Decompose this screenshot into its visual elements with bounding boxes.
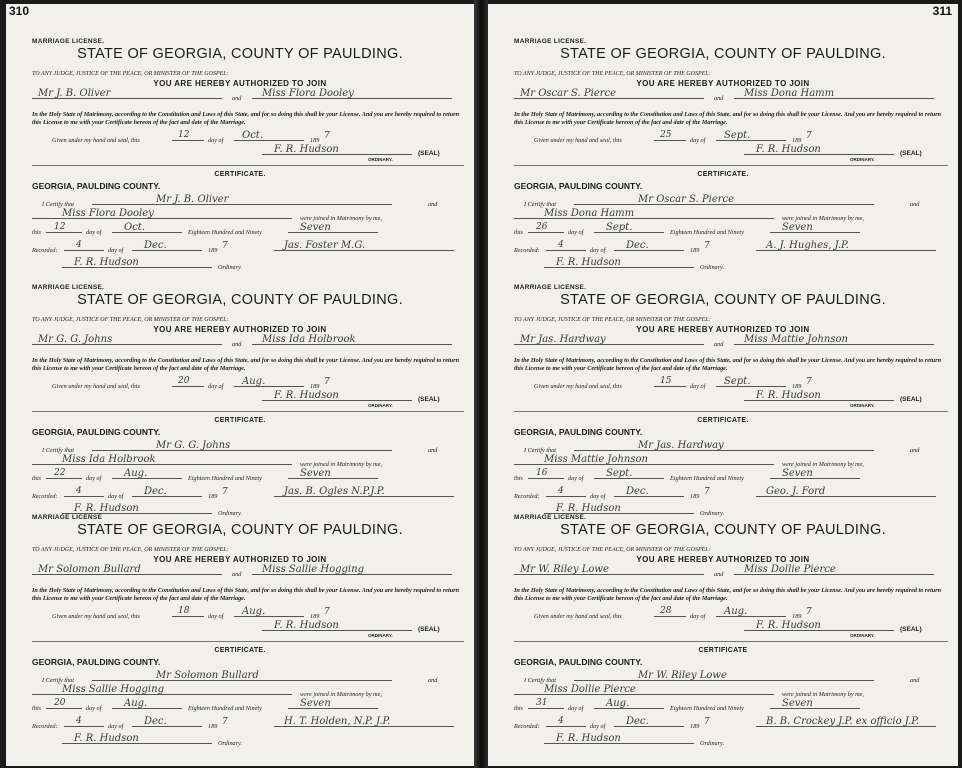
and-label: and [232,571,242,578]
license-body-text: In the Holy State of Matrimony, according to the Constitution and Laws of this State, and for so doing this shall be your License. And you are hereby required to return this License to me with your Certificate hereon of the fact and date of the Marriage. [514,111,942,127]
cert-year: Seven [300,468,331,479]
marriage-license-entry [488,284,958,534]
license-state-title: STATE OF GEORGIA, COUNTY OF PAULDING. [77,292,403,308]
license-authorization: YOU ARE HEREBY AUTHORIZED TO JOIN [636,325,810,334]
given-day: 12 [178,130,190,140]
cert-month: Sept. [606,222,633,233]
ordinary-signature: F. R. Hudson [274,144,339,155]
clerk-signature: F. R. Hudson [74,503,139,514]
cert-groom-name: Mr G. G. Johns [156,440,231,451]
certificate-county: GEORGIA, PAULDING COUNTY. [514,657,643,667]
certificate-county: GEORGIA, PAULDING COUNTY. [514,181,643,191]
recorded-label: Recorded: [514,723,540,730]
this-label: this [514,705,523,712]
license-state-title: STATE OF GEORGIA, COUNTY OF PAULDING. [560,292,886,308]
cert-and-label: and [910,677,920,684]
rec-day-line [546,486,586,497]
given-year-digit: 7 [324,131,330,141]
cert-bride-name: Miss Mattie Johnson [544,454,648,465]
rec-month-line [614,486,684,497]
eighteen-label: Eighteen Hundred and Ninety [188,705,262,712]
officiant-signature: Jas. Foster M.G. [284,240,366,251]
section-divider [32,411,464,412]
joined-label: were joined in Matrimony by me, [782,215,864,222]
cert-year: Seven [782,468,813,479]
cert-bride-name: Miss Flora Dooley [62,208,154,219]
cert-day-of-label: day of [86,229,102,236]
rec-day-of-label: day of [108,723,124,730]
marriage-license-entry [488,38,958,288]
given-month: Sept. [724,130,751,141]
license-authorization: YOU ARE HEREBY AUTHORIZED TO JOIN [153,325,327,334]
license-header: MARRIAGE LICENSE. [514,514,587,521]
recorded-label: Recorded: [514,493,540,500]
rec-month: Dec. [144,716,167,727]
cert-month: Aug. [124,698,148,709]
rec-day: 4 [558,240,564,250]
cert-groom-name: Mr Oscar S. Pierce [638,194,735,205]
day-of-label: day of [690,613,706,620]
rec-day: 4 [76,486,82,496]
given-year-label: 189 [792,383,802,390]
license-body-text: In the Holy State of Matrimony, according to the Constitution and Laws of this State, and for so doing this shall be your License. And you are hereby required to return this License to me with your Certificate hereon of the fact and date of the Marriage. [514,357,942,373]
rec-day-line [64,716,104,727]
rec-month-line [132,240,202,251]
certificate-county: GEORGIA, PAULDING COUNTY. [32,427,161,437]
license-authorization: YOU ARE HEREBY AUTHORIZED TO JOIN [153,79,327,88]
book-spine [474,0,488,768]
license-header: MARRIAGE LICENSE. [32,284,105,291]
rec-year-digit: 7 [704,717,710,727]
ordinary-word: Ordinary. [218,510,243,517]
marriage-license-entry [6,38,474,288]
license-body-text: In the Holy State of Matrimony, according to the Constitution and Laws of this State, and for so doing this shall be your License. And you are hereby required to return this License to me with your Certificate hereon of the fact and date of the Marriage. [32,357,460,373]
day-of-label: day of [690,137,706,144]
cert-day: 22 [54,468,66,478]
and-label: and [714,341,724,348]
seal-label: (SEAL) [900,626,922,633]
rec-day: 4 [558,716,564,726]
groom-name: Mr J. B. Oliver [38,88,111,99]
marriage-license-entry [6,514,474,764]
rec-day-of-label: day of [108,493,124,500]
ordinary-word: Ordinary. [700,264,725,271]
cert-groom-name: Mr J. B. Oliver [156,194,229,205]
rec-year-digit: 7 [704,487,710,497]
cert-bride-name: Miss Dona Hamm [544,208,635,219]
license-addressee: TO ANY JUDGE, JUSTICE OF THE PEACE, OR MINISTER OF THE GOSPEL: [514,71,711,77]
rec-year-label: 189 [690,723,700,730]
rec-day-line [64,240,104,251]
license-header: MARRIAGE LICENSE. [514,38,587,45]
page-number: 311 [932,4,952,18]
and-label: and [232,341,242,348]
given-year-digit: 7 [324,377,330,387]
bride-name: Miss Ida Holbrook [262,334,356,345]
given-month: Aug. [242,376,266,387]
rec-month-line [614,240,684,251]
marriage-license-entry [488,514,958,764]
seal-label: (SEAL) [900,150,922,157]
rec-day-of-label: day of [590,723,606,730]
license-body-text: In the Holy State of Matrimony, according to the Constitution and Laws of this State, and for so doing this shall be your License. And you are hereby required to return this License to me with your Certificate hereon of the fact and date of the Marriage. [32,111,460,127]
eighteen-label: Eighteen Hundred and Ninety [188,229,262,236]
certificate-heading: CERTIFICATE [698,647,748,654]
joined-label: were joined in Matrimony by me, [300,215,382,222]
seal-label: (SEAL) [418,150,440,157]
joined-label: were joined in Matrimony by me, [300,461,382,468]
rec-month: Dec. [144,240,167,251]
cert-bride-name: Miss Ida Holbrook [62,454,156,465]
section-divider [514,411,948,412]
officiant-signature: B. B. Crockey J.P. ex officio J.P. [766,716,920,727]
day-of-label: day of [690,383,706,390]
and-label: and [232,95,242,102]
officiant-signature: Jas. B. Ogles N.P.J.P. [284,486,385,497]
rec-day-line [546,240,586,251]
given-day: 25 [660,130,672,140]
ordinary-word: Ordinary. [700,510,725,517]
cert-year: Seven [300,222,331,233]
license-state-title: STATE OF GEORGIA, COUNTY OF PAULDING. [77,46,403,62]
officiant-signature: Geo. J. Ford [766,486,826,497]
recorded-label: Recorded: [32,723,58,730]
cert-groom-name: Mr Solomon Bullard [156,670,259,681]
license-state-title: STATE OF GEORGIA, COUNTY OF PAULDING. [77,522,403,538]
given-month: Sept. [724,376,751,387]
ordinary-signature: F. R. Hudson [274,620,339,631]
given-day: 15 [660,376,672,386]
cert-day: 20 [54,698,66,708]
given-year-label: 189 [792,137,802,144]
groom-name: Mr Oscar S. Pierce [520,88,617,99]
page-right [488,4,958,766]
cert-day-of-label: day of [568,705,584,712]
rec-month-line [614,716,684,727]
rec-day: 4 [558,486,564,496]
given-label: Given under my hand and seal, this [52,137,140,144]
ordinary-label: ORDINARY. [368,403,393,408]
given-label: Given under my hand and seal, this [52,613,140,620]
given-year-digit: 7 [806,607,812,617]
certify-label: I Certify that [524,677,556,684]
rec-day-line [546,716,586,727]
and-label: and [714,95,724,102]
ordinary-word: Ordinary. [218,740,243,747]
bride-name: Miss Flora Dooley [262,88,354,99]
rec-day: 4 [76,716,82,726]
page-left [6,4,474,766]
rec-month-line [132,716,202,727]
rec-year-digit: 7 [222,717,228,727]
seal-label: (SEAL) [900,396,922,403]
rec-year-label: 189 [208,247,218,254]
rec-day-of-label: day of [108,247,124,254]
and-label: and [714,571,724,578]
given-year-label: 189 [310,613,320,620]
ordinary-label: ORDINARY. [850,633,875,638]
cert-groom-name: Mr Jas. Hardway [638,440,724,451]
given-day: 20 [178,376,190,386]
joined-label: were joined in Matrimony by me, [782,691,864,698]
cert-month: Aug. [124,468,148,479]
license-header: MARRIAGE LICENSE. [32,38,105,45]
certificate-county: GEORGIA, PAULDING COUNTY. [514,427,643,437]
cert-day-of-label: day of [86,705,102,712]
clerk-signature: F. R. Hudson [556,503,621,514]
ordinary-word: Ordinary. [218,264,243,271]
bride-name: Miss Mattie Johnson [744,334,848,345]
cert-year: Seven [300,698,331,709]
certify-label: I Certify that [42,677,74,684]
cert-year: Seven [782,698,813,709]
given-year-digit: 7 [806,377,812,387]
license-state-title: STATE OF GEORGIA, COUNTY OF PAULDING. [560,522,886,538]
cert-groom-line [92,440,392,451]
given-year-digit: 7 [806,131,812,141]
rec-day-line [64,486,104,497]
certificate-heading: CERTIFICATE. [214,647,266,654]
certify-label: I Certify that [524,201,556,208]
cert-and-label: and [428,447,438,454]
ordinary-label: ORDINARY. [368,157,393,162]
cert-groom-line [574,440,874,451]
certificate-heading: CERTIFICATE. [697,171,749,178]
clerk-signature: F. R. Hudson [556,257,621,268]
given-month: Aug. [724,606,748,617]
rec-year-digit: 7 [222,487,228,497]
ordinary-label: ORDINARY. [850,403,875,408]
cert-groom-line [92,194,392,205]
rec-month: Dec. [626,240,649,251]
this-label: this [514,229,523,236]
bride-name: Miss Sallie Hogging [262,564,364,575]
ordinary-signature: F. R. Hudson [756,144,821,155]
rec-month: Dec. [626,716,649,727]
given-label: Given under my hand and seal, this [534,383,622,390]
rec-day-of-label: day of [590,247,606,254]
rec-year-digit: 7 [222,241,228,251]
given-month: Aug. [242,606,266,617]
marriage-license-entry [6,284,474,534]
bride-name: Miss Dona Hamm [744,88,835,99]
rec-month: Dec. [626,486,649,497]
cert-month: Oct. [124,222,145,233]
rec-year-label: 189 [690,493,700,500]
cert-day-of-label: day of [568,229,584,236]
ordinary-label: ORDINARY. [368,633,393,638]
ordinary-word: Ordinary. [700,740,725,747]
eighteen-label: Eighteen Hundred and Ninety [670,475,744,482]
cert-and-label: and [910,447,920,454]
given-year-digit: 7 [324,607,330,617]
bride-name: Miss Dollie Pierce [744,564,836,575]
cert-month: Sept. [606,468,633,479]
recorded-label: Recorded: [32,493,58,500]
license-addressee: TO ANY JUDGE, JUSTICE OF THE PEACE, OR MINISTER OF THE GOSPEL: [32,71,229,77]
eighteen-label: Eighteen Hundred and Ninety [670,705,744,712]
rec-year-label: 189 [208,493,218,500]
this-label: this [32,229,41,236]
cert-and-label: and [428,201,438,208]
joined-label: were joined in Matrimony by me, [782,461,864,468]
clerk-signature: F. R. Hudson [74,733,139,744]
license-authorization: YOU ARE HEREBY AUTHORIZED TO JOIN [153,555,327,564]
ordinary-signature: F. R. Hudson [274,390,339,401]
license-body-text: In the Holy State of Matrimony, according to the Constitution and Laws of this State, and for so doing this shall be your License. And you are hereby required to return this License to me with your Certificate hereon of the fact and date of the Marriage. [32,587,460,603]
section-divider [32,641,464,642]
cert-groom-name: Mr W. Riley Lowe [638,670,727,681]
ordinary-signature: F. R. Hudson [756,390,821,401]
certify-label: I Certify that [42,201,74,208]
cert-day: 16 [536,468,548,478]
page-number: 310 [9,4,30,18]
license-addressee: TO ANY JUDGE, JUSTICE OF THE PEACE, OR MINISTER OF THE GOSPEL: [514,317,711,323]
certify-label: I Certify that [42,447,74,454]
recorded-label: Recorded: [32,247,58,254]
cert-month: Aug. [606,698,630,709]
groom-name: Mr G. G. Johns [38,334,113,345]
license-addressee: TO ANY JUDGE, JUSTICE OF THE PEACE, OR MINISTER OF THE GOSPEL: [32,317,229,323]
given-month: Oct. [242,130,263,141]
officiant-signature: H. T. Holden, N.P. J.P. [284,716,391,727]
groom-name: Mr Jas. Hardway [520,334,606,345]
rec-month: Dec. [144,486,167,497]
ordinary-signature: F. R. Hudson [756,620,821,631]
cert-bride-name: Miss Dollie Pierce [544,684,636,695]
given-label: Given under my hand and seal, this [534,137,622,144]
rec-year-digit: 7 [704,241,710,251]
joined-label: were joined in Matrimony by me, [300,691,382,698]
clerk-signature: F. R. Hudson [556,733,621,744]
officiant-signature: A. J. Hughes, J.P. [766,240,849,251]
rec-day-of-label: day of [590,493,606,500]
certificate-heading: CERTIFICATE. [214,417,266,424]
clerk-signature: F. R. Hudson [74,257,139,268]
seal-label: (SEAL) [418,396,440,403]
cert-year: Seven [782,222,813,233]
given-year-label: 189 [792,613,802,620]
day-of-label: day of [208,383,224,390]
ordinary-label: ORDINARY. [850,157,875,162]
certify-label: I Certify that [524,447,556,454]
rec-year-label: 189 [208,723,218,730]
license-authorization: YOU ARE HEREBY AUTHORIZED TO JOIN [636,79,810,88]
this-label: this [32,475,41,482]
certificate-county: GEORGIA, PAULDING COUNTY. [32,657,161,667]
rec-year-label: 189 [690,247,700,254]
cert-day-of-label: day of [86,475,102,482]
eighteen-label: Eighteen Hundred and Ninety [188,475,262,482]
cert-and-label: and [910,201,920,208]
cert-day: 26 [536,222,548,232]
section-divider [514,641,948,642]
given-day: 28 [660,606,672,616]
this-label: this [514,475,523,482]
license-header: MARRIAGE LICENSE. [514,284,587,291]
groom-name: Mr Solomon Bullard [38,564,141,575]
license-body-text: In the Holy State of Matrimony, according to the Constitution and Laws of this State, and for so doing this shall be your License. And you are hereby required to return this License to me with your Certificate hereon of the fact and date of the Marriage. [514,587,942,603]
license-header: MARRIAGE LICENSE [32,514,103,521]
rec-month-line [132,486,202,497]
license-state-title: STATE OF GEORGIA, COUNTY OF PAULDING. [560,46,886,62]
certificate-heading: CERTIFICATE. [214,171,266,178]
cert-and-label: and [428,677,438,684]
cert-month-line [112,222,182,233]
cert-day-of-label: day of [568,475,584,482]
license-addressee: TO ANY JUDGE, JUSTICE OF THE PEACE, OR MINISTER OF THE GOSPEL: [514,547,711,553]
eighteen-label: Eighteen Hundred and Ninety [670,229,744,236]
day-of-label: day of [208,613,224,620]
day-of-label: day of [208,137,224,144]
cert-day: 12 [54,222,66,232]
certificate-county: GEORGIA, PAULDING COUNTY. [32,181,161,191]
license-addressee: TO ANY JUDGE, JUSTICE OF THE PEACE, OR MINISTER OF THE GOSPEL: [32,547,229,553]
recorded-label: Recorded: [514,247,540,254]
given-label: Given under my hand and seal, this [534,613,622,620]
groom-name: Mr W. Riley Lowe [520,564,609,575]
rec-day: 4 [76,240,82,250]
this-label: this [32,705,41,712]
section-divider [514,165,948,166]
license-authorization: YOU ARE HEREBY AUTHORIZED TO JOIN [636,555,810,564]
given-day: 18 [178,606,190,616]
cert-bride-name: Miss Sallie Hogging [62,684,164,695]
seal-label: (SEAL) [418,626,440,633]
given-year-label: 189 [310,383,320,390]
certificate-heading: CERTIFICATE. [697,417,749,424]
section-divider [32,165,464,166]
cert-day: 31 [536,698,548,708]
given-label: Given under my hand and seal, this [52,383,140,390]
given-year-label: 189 [310,137,320,144]
